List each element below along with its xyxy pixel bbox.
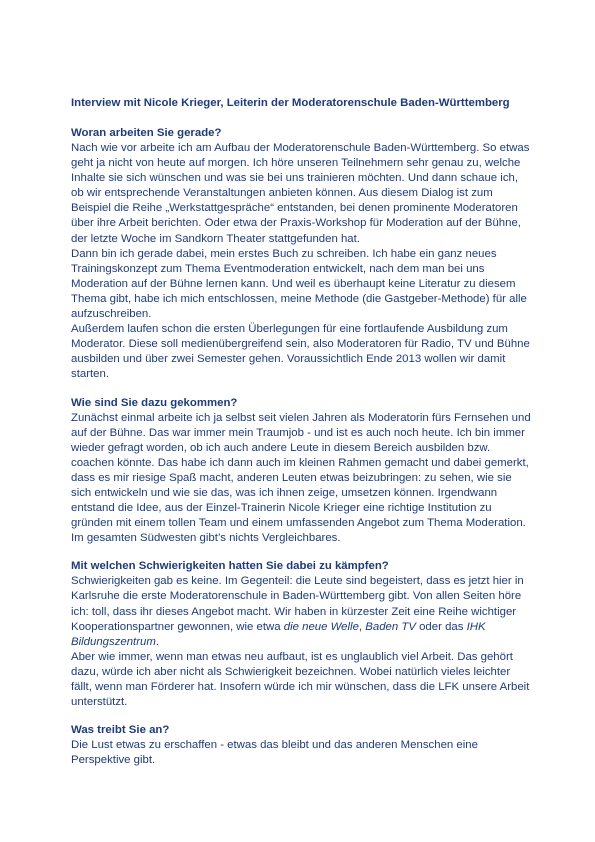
partner-name: Baden TV — [365, 620, 416, 633]
paragraph: Dann bin ich gerade dabei, mein erstes Buch zu schreiben. Ich habe ein ganz neues Trainingskonzept zum Thema Eventmoderation entwickelt, nach dem man bei uns Moderation auf der Bühne lernen kann. Und weil es überhaupt keine Literatur zu diesem Thema gibt, habe ich mich entschlossen, meine Methode (die Gastgeber-Methode) für alle aufzuschreiben. — [71, 247, 527, 321]
section-heading: Was treibt Sie an? — [71, 724, 170, 737]
section-heading: Mit welchen Schwierigkeiten hatten Sie dabei zu kämpfen? — [71, 560, 389, 573]
section-heading: Wie sind Sie dazu gekommen? — [71, 396, 238, 409]
paragraph: Außerdem laufen schon die ersten Überlegungen für eine fortlaufende Ausbildung zum Moderator. Diese soll medienübergreifend sein, also Moderatoren für Radio, TV und Bühne ausbilden und über zwei Semester gehen. Voraussichtlich Ende 2013 wollen wir damit starten. — [71, 323, 530, 381]
paragraph: Die Lust etwas zu erschaffen - etwas das bleibt und das anderen Menschen eine Perspektive gibt. — [71, 739, 478, 767]
paragraph: Nach wie vor arbeite ich am Aufbau der Moderatorenschule Baden-Württemberg. So etwas geht ja nicht von heute auf morgen. Ich höre unseren Teilnehmern sehr genau zu, welche Inhalte sie sich wünschen und was sie bei uns trainieren möchten. Und dann schaue ich, ob wir entsprechende Veranstaltungen anbieten können. Aus diesem Dialog ist zum Beispiel die Reihe „Werkstattgespräche“ entstanden, bei denen prominente Moderatoren über ihre Arbeit berichten. Oder etwa der Praxis-Workshop für Moderation auf der Bühne, der letzte Woche im Sandkorn Theater stattgefunden hat. — [71, 142, 530, 245]
partner-name: IHK Bildungszentrum — [71, 620, 486, 648]
paragraph — [71, 574, 531, 649]
section-difficulties — [71, 559, 531, 710]
section-origin — [71, 396, 531, 547]
text-run: , — [358, 620, 366, 633]
section-heading: Woran arbeiten Sie gerade? — [71, 127, 222, 139]
paragraph: Zunächst einmal arbeite ich ja selbst seit vielen Jahren als Moderatorin fürs Fernsehen und auf der Bühne. Das war immer mein Traumjob - und ist es auch noch heute. Ich bin immer wieder gefragt worden, ob ich auch andere Leute in diesem Bereich ausbilden bzw. coachen könnte. Das habe ich dann auch im kleinen Rahmen gemacht und dabei gemerkt, dass es mir riesige Spaß macht, anderen Leuten etwas beizubringen: zu sehen, wie sie sich entwickeln und wie sie das, was ich ihnen zeige, umsetzen können. Irgendwann entstand die Idee, aus der Einzel-Trainerin Nicole Krieger eine richtige Institution zu gründen mit einem tollen Team und einem umfassenden Angebot zum Thema Moderation. Im gesamten Südwesten gibt’s nichts Vergleichbares. — [71, 411, 531, 545]
document-title: Interview mit Nicole Krieger, Leiterin der Moderatorenschule Baden-Württemberg — [71, 97, 510, 109]
text-run: oder das — [415, 620, 467, 633]
partner-name: die neue Welle — [283, 620, 359, 633]
section-motivation — [71, 723, 531, 768]
section-current-work — [71, 126, 531, 383]
document-page — [71, 96, 531, 781]
paragraph: Aber wie immer, wenn man etwas neu aufbaut, ist es unglaublich viel Arbeit. Das gehört dazu, würde ich aber nicht als Schwierigkeit bezeichnen. Wobei natürlich vieles leichter fällt, wenn man Förderer hat. Insofern würde ich mir wünschen, dass die LFK unsere Arbeit unterstützt. — [71, 650, 530, 709]
text-run: . — [155, 635, 160, 648]
text-run: Schwierigkeiten gab es keine. Im Gegenteil: die Leute sind begeistert, dass es jetzt hier in Karlsruhe die erste Moderatorenschule in Baden-Württemberg gibt. Von allen Seiten höre ich: toll, dass ihr dieses Angebot macht. Wir haben in kürzester Zeit eine Reihe wichtiger Kooperationspartner gewonnen, wie etwa — [71, 575, 524, 633]
